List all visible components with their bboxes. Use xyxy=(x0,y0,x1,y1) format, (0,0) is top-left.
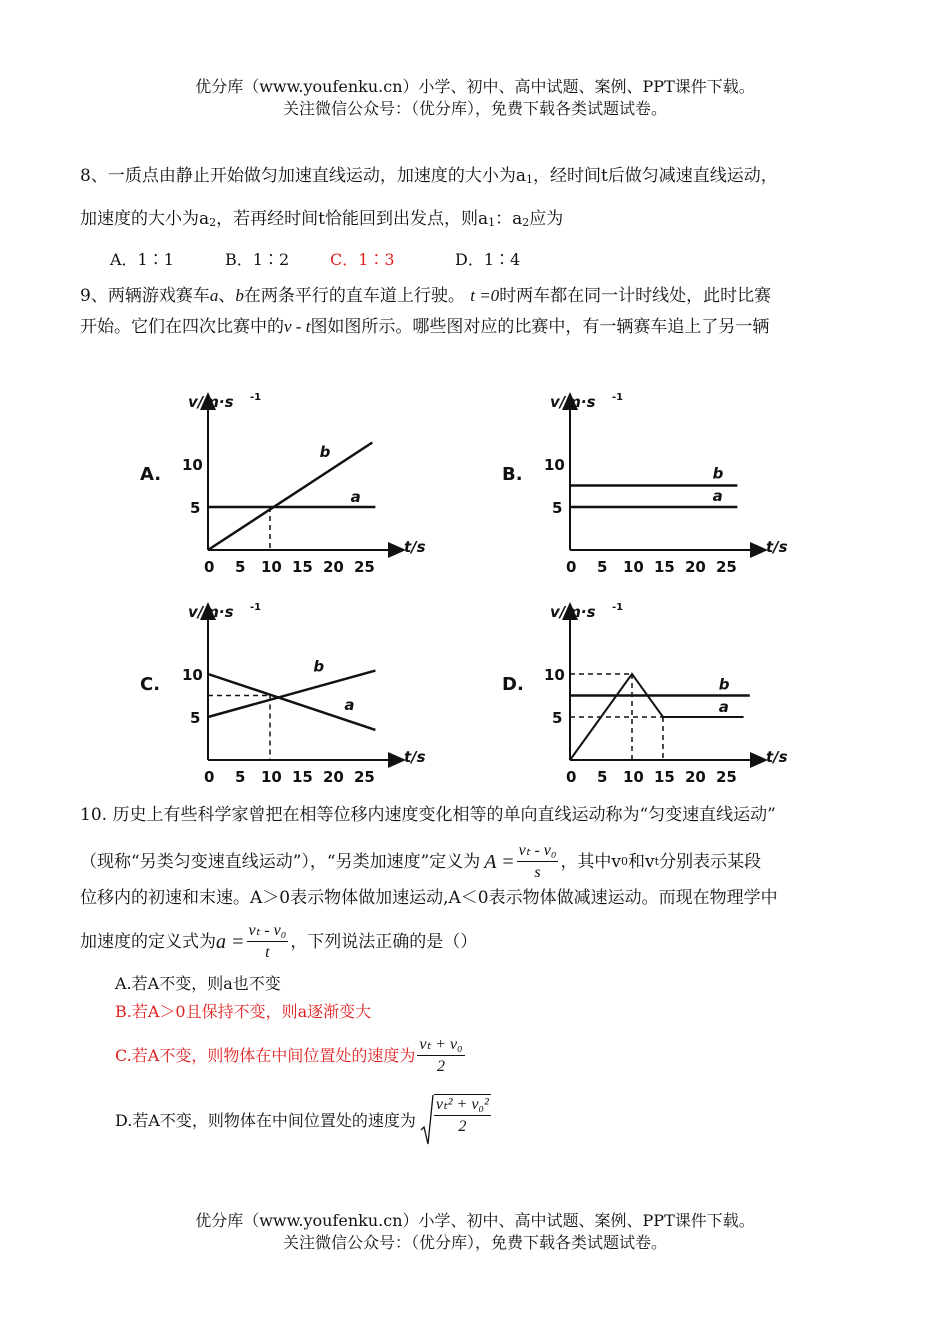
q10-option-d-text: D.若A不变，则物体在中间位置处的速度为 xyxy=(115,1111,416,1130)
y-axis-label-sup: -1 xyxy=(612,392,624,403)
x-tick-label: 10 xyxy=(261,558,282,576)
q10-option-a: A.若A不变，则a也不变 xyxy=(115,974,281,993)
a-equals: a = xyxy=(216,931,245,953)
vt-graph-c xyxy=(140,602,426,786)
subscript: 2 xyxy=(522,216,530,229)
x-tick-label: 20 xyxy=(323,768,344,786)
vt-graphs xyxy=(130,385,850,795)
q10-text: ，下列说法正确的是（） xyxy=(290,932,478,952)
y-axis-label: v/m·s xyxy=(550,603,596,621)
header-line-1: 优分库（www.youfenku.cn）小学、初中、高中试题、案例、PPT课件下载。 xyxy=(195,77,755,96)
x-tick-label: 15 xyxy=(292,558,313,576)
x-tick-label: 0 xyxy=(204,558,215,576)
y-tick-label: 5 xyxy=(552,709,563,727)
x-tick-label: 25 xyxy=(354,558,375,576)
x-tick-label: 10 xyxy=(623,768,644,786)
q9-line-1 xyxy=(80,284,771,308)
y-axis-label-sup: -1 xyxy=(612,602,624,613)
x-tick-label: 15 xyxy=(654,768,675,786)
series-a-line xyxy=(570,674,744,760)
panel-label: B. xyxy=(502,464,523,485)
y-axis-label-sup: -1 xyxy=(250,392,262,403)
q9-text: 图如图所示。哪些图对应的比赛中，有一辆赛车追上了另一辆 xyxy=(310,317,770,337)
x-tick-label: 20 xyxy=(685,768,706,786)
panel-label: A. xyxy=(140,464,162,485)
sqrt-icon xyxy=(420,1094,434,1148)
t-equals-zero: t =0 xyxy=(470,286,500,305)
q8-text: ，经时间t后做匀减速直线运动， xyxy=(532,166,778,186)
x-tick-label: 0 xyxy=(566,558,577,576)
fraction-numerator: vₜ - v₀ xyxy=(517,841,559,862)
y-axis-label: v/m·s xyxy=(188,393,234,411)
x-tick-label: 20 xyxy=(323,558,344,576)
vt-graph-d xyxy=(502,602,788,786)
y-tick-label: 10 xyxy=(182,666,203,684)
x-axis-label: t/s xyxy=(766,538,788,556)
subscript: 1 xyxy=(488,216,496,229)
q10-option-d xyxy=(115,1090,491,1152)
page-footer xyxy=(0,1210,950,1254)
series-a-label: a xyxy=(344,696,355,715)
panel-label: C. xyxy=(140,674,161,695)
fraction-denominator: t xyxy=(265,943,270,961)
x-tick-label: 0 xyxy=(204,768,215,786)
subscript: 0 xyxy=(621,855,629,868)
q10-line-1: 10. 历史上有些科学家曾把在相等位移内速度变化相等的单向直线运动称为“匀变速直线运动” xyxy=(80,805,776,825)
acceleration-fraction xyxy=(247,921,289,964)
series-a-label: a xyxy=(712,486,723,505)
series-b-label: b xyxy=(712,464,724,483)
x-tick-label: 5 xyxy=(597,558,608,576)
series-a-label: a xyxy=(718,697,729,716)
q9-sep: 、 xyxy=(218,286,236,306)
x-tick-label: 0 xyxy=(566,768,577,786)
fraction-denominator: 2 xyxy=(458,1118,467,1135)
series-b-label: b xyxy=(718,675,730,694)
y-tick-label: 10 xyxy=(182,456,203,474)
series-b-label: b xyxy=(319,443,331,462)
x-tick-label: 25 xyxy=(716,558,737,576)
y-axis-label: v/m·s xyxy=(188,603,234,621)
y-tick-label: 5 xyxy=(552,499,563,517)
y-tick-label: 10 xyxy=(544,456,565,474)
x-tick-label: 15 xyxy=(654,558,675,576)
y-axis-label-sup: -1 xyxy=(250,602,262,613)
q8-option-c: C．1∶3 xyxy=(330,250,395,269)
series-a-label: a xyxy=(350,487,361,506)
mid-velocity-fraction xyxy=(417,1035,464,1078)
rms-velocity-fraction xyxy=(434,1094,491,1148)
vt-graph-b xyxy=(502,392,788,576)
q10-text: （现称“另类匀变速直线运动”），“另类加速度”定义为 xyxy=(80,852,481,872)
footer-line-1: 优分库（www.youfenku.cn）小学、初中、高中试题、案例、PPT课件下载。 xyxy=(195,1211,755,1230)
x-tick-label: 5 xyxy=(597,768,608,786)
q8-text: ：a xyxy=(495,209,523,229)
q9-text: 在两条平行的直车道上行驶。 xyxy=(243,286,465,306)
q10-text: ，其中v xyxy=(560,852,622,872)
v-t-label: v - t xyxy=(284,317,311,336)
q8-option-b: B．1∶2 xyxy=(225,250,290,269)
x-axis-label: t/s xyxy=(766,748,788,766)
q10-line-2 xyxy=(80,840,761,884)
subscript: 2 xyxy=(209,216,217,229)
q8-option-d: D．1∶4 xyxy=(455,250,521,269)
q10-line-3: 位移内的初速和末速。A＞0表示物体做加速运动,A＜0表示物体做减速运动。而现在物理学中 xyxy=(80,888,778,908)
x-tick-label: 20 xyxy=(685,558,706,576)
x-axis-label: t/s xyxy=(404,538,426,556)
vt-graph-a xyxy=(140,392,426,576)
page-header xyxy=(0,76,950,120)
series-b-label: b xyxy=(313,657,325,676)
q9-text: 时两车都在同一计时线处，此时比赛 xyxy=(499,286,772,306)
q9-text: 9、两辆游戏赛车 xyxy=(80,286,210,306)
q10-option-b: B.若A＞0且保持不变，则a逐渐变大 xyxy=(115,1002,372,1021)
sqrt-expression xyxy=(420,1094,491,1148)
q8-line-1 xyxy=(80,164,778,192)
alt-acceleration-fraction xyxy=(517,841,559,884)
panel-label: D. xyxy=(502,674,524,695)
fraction-numerator: vₜ² + v₀² xyxy=(434,1095,491,1116)
q8-text: 8、一质点由静止开始做匀加速直线运动，加速度的大小为a xyxy=(80,166,526,186)
x-tick-label: 5 xyxy=(235,558,246,576)
q10-line-4 xyxy=(80,918,477,966)
q8-line-2 xyxy=(80,207,563,235)
x-tick-label: 15 xyxy=(292,768,313,786)
q10-text: 和v xyxy=(628,852,655,872)
q10-text: 分别表示某段 xyxy=(659,852,762,872)
q10-text: 加速度的定义式为 xyxy=(80,932,216,952)
q10-option-c xyxy=(115,1030,465,1082)
vt-graphs-svg xyxy=(130,385,850,795)
y-tick-label: 5 xyxy=(190,709,201,727)
var-a: a xyxy=(209,286,219,305)
q8-text: 加速度的大小为a xyxy=(80,209,210,229)
subscript: t xyxy=(654,855,660,868)
x-tick-label: 10 xyxy=(623,558,644,576)
x-tick-label: 25 xyxy=(354,768,375,786)
fraction-numerator: vₜ + v₀ xyxy=(417,1035,464,1056)
var-b: b xyxy=(235,286,244,305)
y-tick-label: 5 xyxy=(190,499,201,517)
x-axis-label: t/s xyxy=(404,748,426,766)
q8-text: ，若再经时间t恰能回到出发点，则a xyxy=(216,209,489,229)
q9-text: 开始。它们在四次比赛中的 xyxy=(80,317,284,337)
y-axis-label: v/m·s xyxy=(550,393,596,411)
q10-option-c-text: C.若A不变，则物体在中间位置处的速度为 xyxy=(115,1046,416,1065)
q9-line-2 xyxy=(80,315,769,339)
fraction-denominator: 2 xyxy=(436,1057,445,1075)
footer-line-2: 关注微信公众号：（优分库），免费下载各类试题试卷。 xyxy=(282,1233,667,1252)
x-tick-label: 5 xyxy=(235,768,246,786)
x-tick-label: 10 xyxy=(261,768,282,786)
fraction-numerator: vₜ - v₀ xyxy=(247,921,289,942)
A-equals: A = xyxy=(484,851,515,873)
fraction-denominator: s xyxy=(534,863,541,881)
subscript: 1 xyxy=(525,173,533,186)
y-tick-label: 10 xyxy=(544,666,565,684)
q8-option-a: A．1∶1 xyxy=(110,250,174,269)
series-b-line xyxy=(208,443,372,551)
q8-text: 应为 xyxy=(529,209,564,229)
x-tick-label: 25 xyxy=(716,768,737,786)
header-line-2: 关注微信公众号：（优分库），免费下载各类试题试卷。 xyxy=(282,99,667,118)
